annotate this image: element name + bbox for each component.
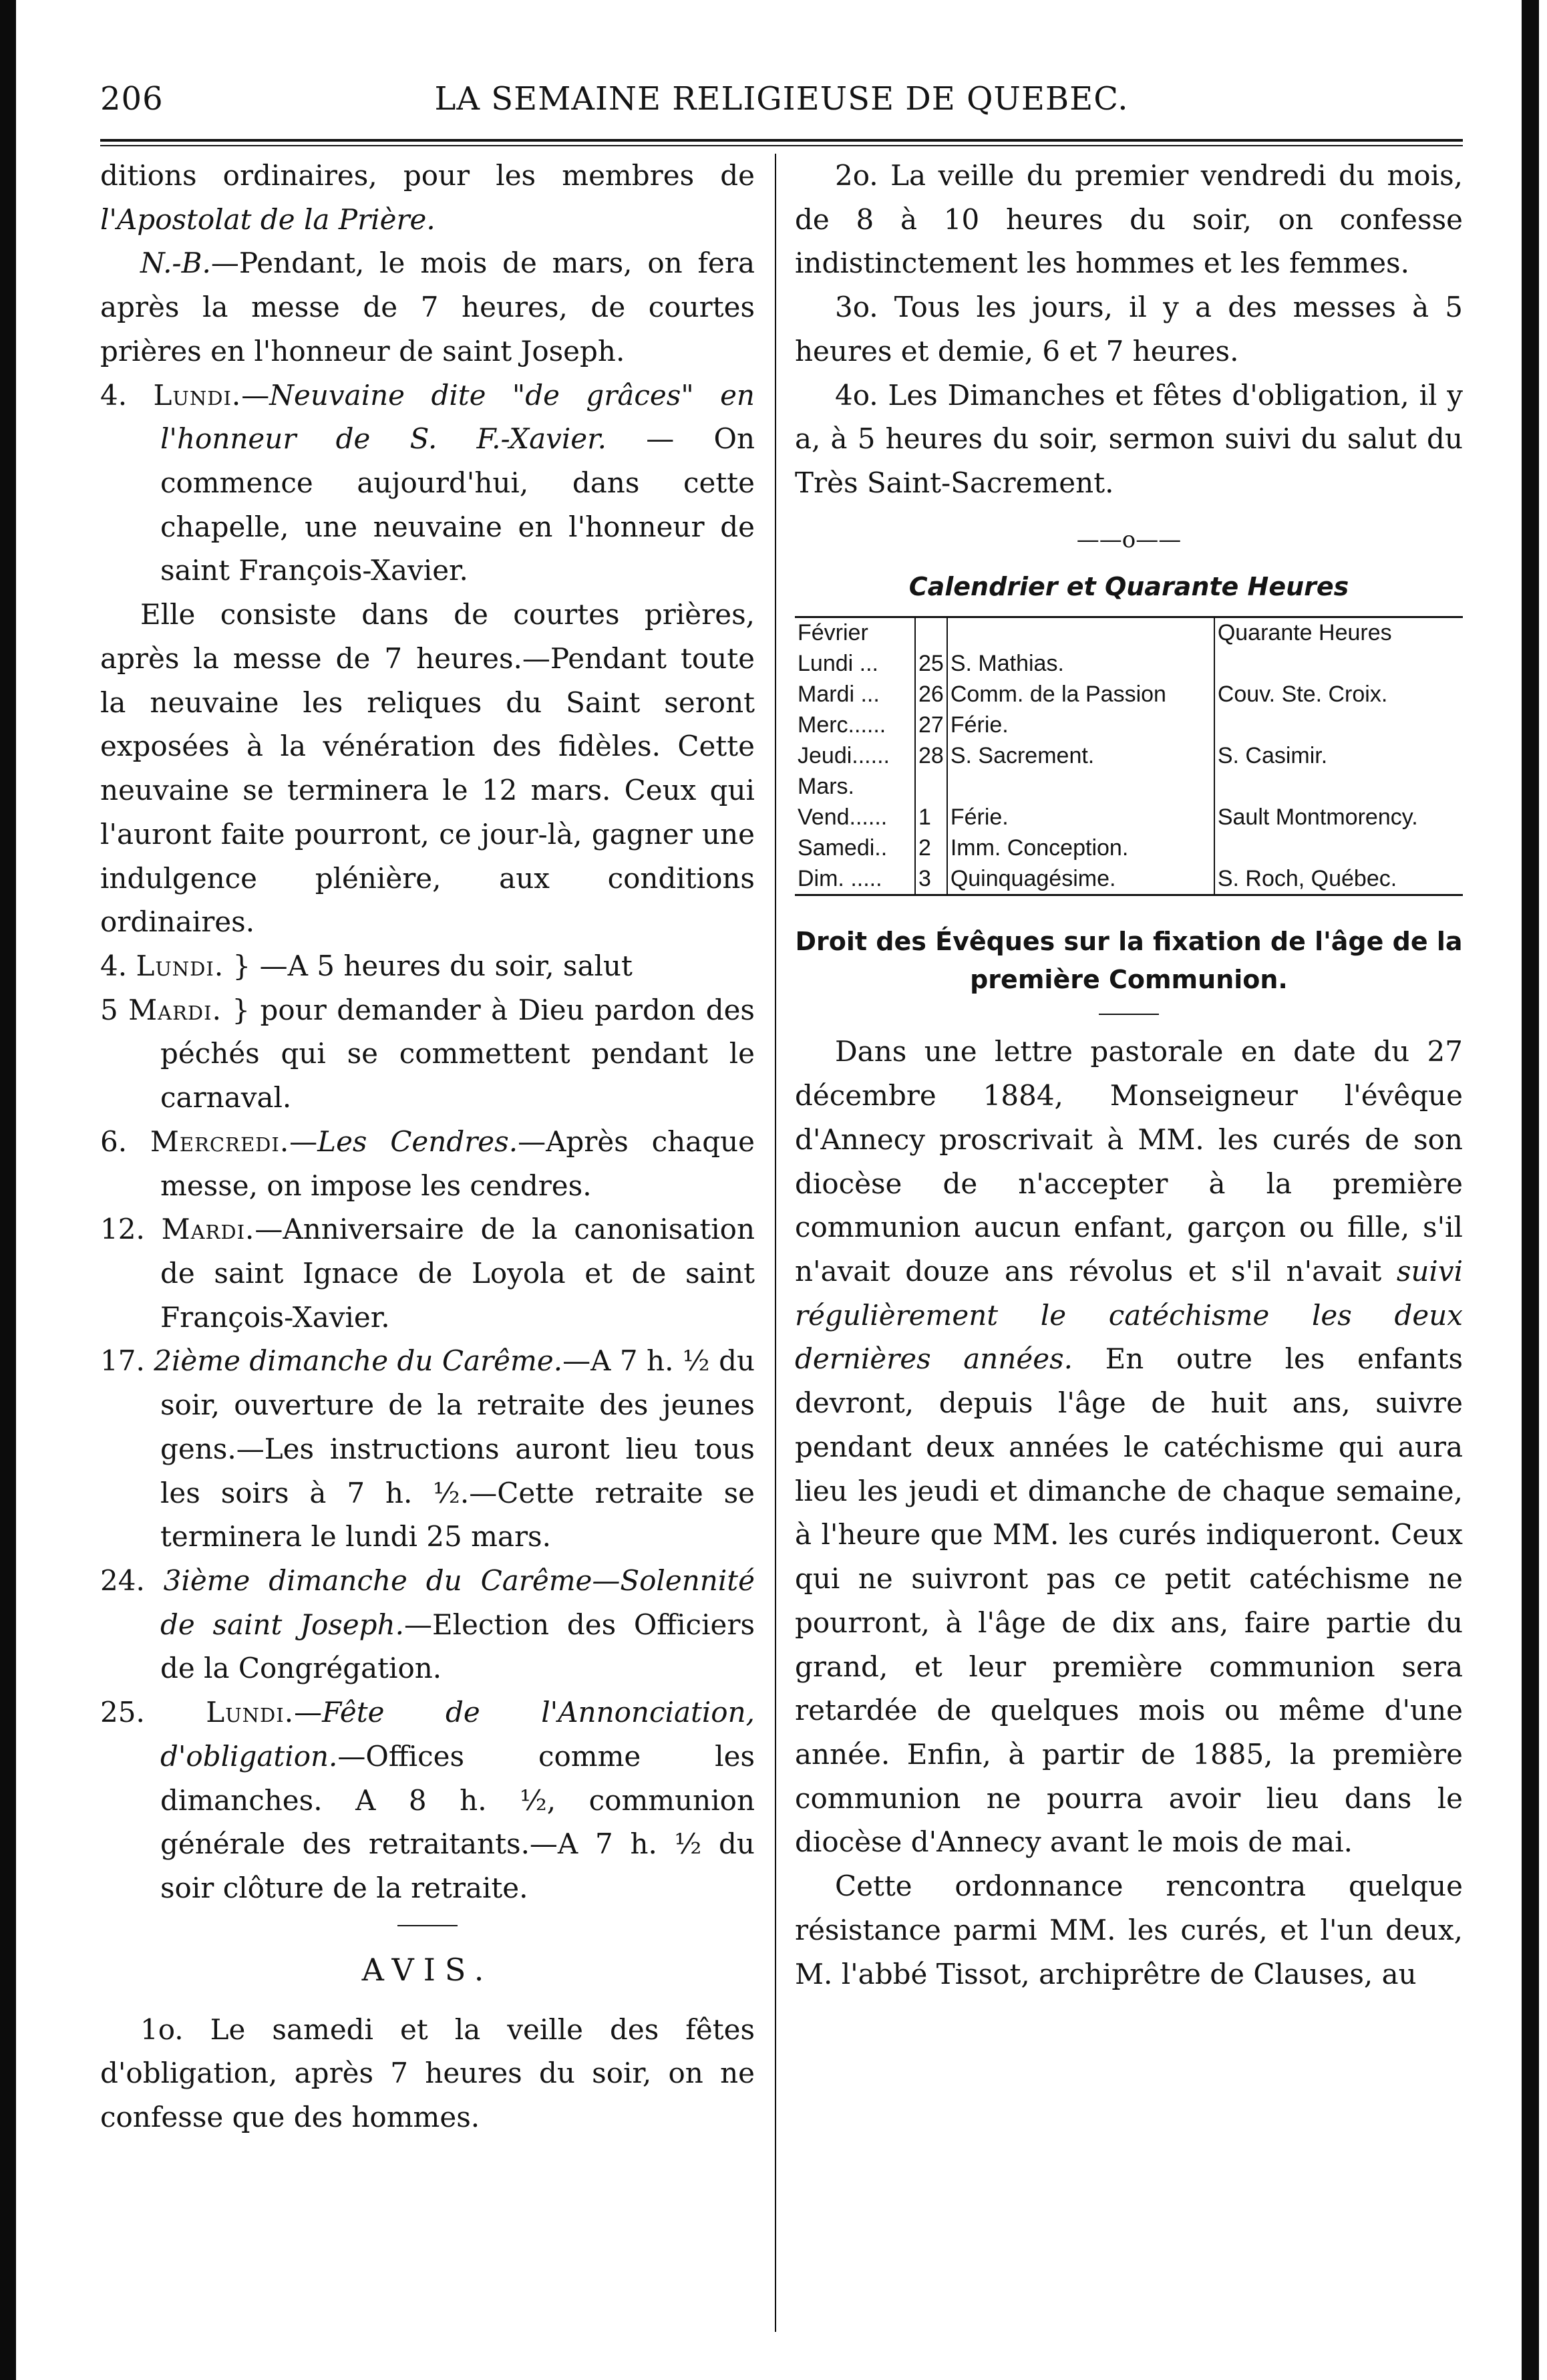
calendar-feast: Férie. bbox=[947, 802, 1214, 833]
calendar-row bbox=[795, 741, 1463, 772]
calendar-row bbox=[795, 833, 1463, 864]
calendar-row bbox=[795, 710, 1463, 741]
droit-paragraph-2: Cette ordonnance rencontra quelque résistance parmi MM. les curés, et l'un deux, M. l'abbé Tissot, archiprêtre de Clauses, au bbox=[795, 1870, 1463, 1990]
text-run: — bbox=[289, 1125, 318, 1158]
text-run: — bbox=[294, 1696, 323, 1729]
italic-run: 2ième dimanche du Carême. bbox=[154, 1344, 563, 1378]
calendar-table bbox=[795, 616, 1463, 896]
column-divider bbox=[775, 154, 776, 2332]
calendar-month-mars: Mars. bbox=[798, 773, 854, 799]
avis-item-4: 4o. Les Dimanches et fêtes d'obligation, il y a, à 5 heures du soir, sermon suivi du salut du Très Saint-Sacrement. bbox=[795, 378, 1463, 500]
day-label: Mercredi. bbox=[150, 1125, 290, 1158]
calendar-qh bbox=[1214, 833, 1463, 864]
day-label: Lundi. bbox=[136, 949, 224, 982]
entry-4-neuvaine-details: Elle consiste dans de courtes prières, après la messe de 7 heures.—Pendant toute la neuvaine les reliques du Saint seront exposées à la vénération des fidèles. Cette neuvaine se terminera le 12 mars. Ceux qui l'auront faite pourront, ce jour-là, gagner une indulgence plénière, aux conditions ordinaires. bbox=[100, 598, 755, 939]
calendar-feast: Comm. de la Passion bbox=[947, 680, 1214, 710]
section-divider bbox=[397, 1925, 458, 1926]
calendar-feast: Imm. Conception. bbox=[947, 833, 1214, 864]
text-run: } —A 5 heures du soir, salut bbox=[224, 949, 633, 982]
text-run: —Après chaque messe, on impose les cendres. bbox=[160, 1125, 755, 1202]
paragraph-nb bbox=[100, 241, 755, 373]
italic-run: 3ième dimanche du Carême—Solennité de saint Joseph. bbox=[160, 1564, 755, 1641]
page-edge-right bbox=[1522, 0, 1539, 2380]
calendar-feast: S. Mathias. bbox=[947, 649, 1214, 680]
calendar-qh: Couv. Ste. Croix. bbox=[1214, 680, 1463, 710]
calendar-qh: Sault Montmorency. bbox=[1214, 802, 1463, 833]
calendar-heading: Calendrier et Quarante Heures bbox=[908, 571, 1349, 601]
calendar-day: Jeudi...... bbox=[798, 742, 890, 768]
italic-run: N.-B. bbox=[140, 247, 211, 280]
calendar-day: Samedi.. bbox=[798, 835, 888, 861]
calendar-feast: Quinquagésime. bbox=[947, 864, 1214, 895]
calendar-date: 27 bbox=[915, 710, 947, 741]
calendar-day: Mardi ... bbox=[798, 682, 880, 708]
header-rule bbox=[100, 139, 1463, 146]
calendar-qh bbox=[1214, 649, 1463, 680]
two-column-body bbox=[100, 154, 1463, 2332]
entry-12-anniversaire bbox=[100, 1207, 755, 1339]
entry-25-annonciation bbox=[100, 1690, 755, 1910]
text-run: —A 7 h. ½ du soir, ouverture de la retraite des jeunes gens.—Les instructions auront lieu tous les soirs à 7 h. ½.—Cette retraite se terminera le lundi 25 mars. bbox=[160, 1344, 755, 1553]
text-run: —Election des Officiers de la Congrégation. bbox=[160, 1608, 755, 1685]
calendar-date: 26 bbox=[915, 680, 947, 710]
day-label: Lundi. bbox=[206, 1696, 295, 1729]
entry-5-mardi bbox=[100, 988, 755, 1120]
calendar-date: 28 bbox=[915, 741, 947, 772]
avis-item-1: 1o. Le samedi et la veille des fêtes d'obligation, après 7 heures du soir, on ne confesse que des hommes. bbox=[100, 2013, 755, 2134]
calendar-row bbox=[795, 680, 1463, 710]
entry-6-cendres bbox=[100, 1120, 755, 1207]
text-run: 25. bbox=[100, 1696, 206, 1729]
calendar-day: Merc...... bbox=[798, 712, 886, 738]
text-run: —Offices comme les dimanches. A 8 h. ½, communion générale des retraitants.—A 7 h. ½ du soir clôture de la retraite. bbox=[160, 1739, 755, 1905]
calendar-day: Vend...... bbox=[798, 804, 888, 830]
left-column bbox=[100, 154, 755, 2332]
calendar-day: Dim. ..... bbox=[795, 864, 915, 895]
italic-run: Neuvaine dite "de grâces" en l'honneur de S. F.-Xavier. bbox=[160, 378, 755, 456]
calendar-feast: Férie. bbox=[947, 710, 1214, 741]
page-number: 206 bbox=[100, 80, 164, 118]
italic-run: l'Apostolat de la Prière. bbox=[100, 202, 436, 236]
droit-text-cont: En outre les enfants devront, depuis l'âge de huit ans, suivre pendant deux années le catéchisme qui aura lieu les jeudi et dimanche de chaque semaine, à l'heure que MM. les curés indiqueront. Ceux qui ne suivront pas ce petit catéchisme ne pourront, à l'âge de dix ans, faire partie du grand, et leur première communion sera retardée de quelques mois ou même d'une année. Enfin, à partir de 1885, la première communion ne pourra avoir lieu dans le diocèse d'Annecy avant le mois de mai. bbox=[795, 1342, 1463, 1859]
calendar-date: 3 bbox=[915, 864, 947, 895]
running-head bbox=[100, 80, 1463, 134]
text-run: — On commence aujourd'hui, dans cette chapelle, une neuvaine en l'honneur de saint François-Xavier. bbox=[160, 422, 755, 587]
entry-4-neuvaine bbox=[100, 374, 755, 593]
italic-run: Fête de l'Annonciation, d'obligation. bbox=[160, 1696, 755, 1773]
page bbox=[100, 80, 1463, 2339]
day-label: Lundi. bbox=[153, 378, 242, 412]
droit-heading: Droit des Évêques sur la fixation de l'âge de la première Communion. bbox=[795, 927, 1463, 995]
calendar-row bbox=[795, 802, 1463, 833]
avis-item-3: 3o. Tous les jours, il y a des messes à 5 heures et demie, 6 et 7 heures. bbox=[795, 291, 1463, 367]
calendar-date: 1 bbox=[915, 802, 947, 833]
calendar-day: Lundi ... bbox=[798, 651, 878, 677]
day-label: Mardi. bbox=[128, 993, 222, 1026]
text-run: 12. bbox=[100, 1213, 162, 1246]
entry-24-saint-joseph bbox=[100, 1559, 755, 1690]
calendar-row bbox=[795, 864, 1463, 895]
text-run: —Pendant, le mois de mars, on fera après la messe de 7 heures, de courtes prières en l'honneur de saint Joseph. bbox=[100, 247, 755, 367]
entry-4-salut bbox=[100, 944, 755, 988]
text-run: —Anniversaire de la canonisation de saint Ignace de Loyola et de saint François-Xavier. bbox=[160, 1213, 755, 1334]
avis-item-2: 2o. La veille du premier vendredi du mois, de 8 à 10 heures du soir, on confesse indistinctement les hommes et les femmes. bbox=[795, 159, 1463, 280]
text-run: 4. bbox=[100, 378, 154, 412]
text-run: 4. bbox=[100, 949, 136, 982]
section-divider bbox=[1099, 1014, 1159, 1015]
right-column bbox=[795, 154, 1463, 2332]
calendar-row bbox=[795, 649, 1463, 680]
ornament-separator: ——o—— bbox=[1076, 526, 1182, 553]
calendar-qh bbox=[1214, 710, 1463, 741]
droit-text-italic: suivi régulièrement le catéchisme les deux dernières années. bbox=[795, 1255, 1464, 1376]
calendar-month-row bbox=[795, 617, 1463, 649]
droit-paragraph-1 bbox=[795, 1030, 1463, 1864]
page-edge-left bbox=[0, 0, 16, 2380]
calendar-qh: S. Roch, Québec. bbox=[1214, 864, 1463, 895]
entry-17-retraite bbox=[100, 1339, 755, 1559]
calendar-month-row bbox=[795, 772, 1463, 802]
running-title: LA SEMAINE RELIGIEUSE DE QUEBEC. bbox=[434, 80, 1129, 118]
droit-text: Dans une lettre pastorale en date du 27 décembre 1884, Monseigneur l'évêque d'Annecy proscrivait à MM. les curés de son diocèse de n'accepter à la première communion aucun enfant, garçon ou fille, s'il n'avait douze ans révolus et s'il n'avait bbox=[795, 1035, 1463, 1288]
text-run: 24. bbox=[100, 1564, 164, 1597]
paragraph-apostolat bbox=[100, 154, 755, 241]
avis-heading: AVIS. bbox=[361, 1951, 494, 1988]
italic-run: Les Cendres. bbox=[317, 1125, 518, 1158]
text-run: 17. bbox=[100, 1344, 154, 1378]
day-label: Mardi. bbox=[161, 1213, 255, 1246]
text-run: } pour demander à Dieu pardon des péchés qui se commettent pendant le carnaval. bbox=[160, 993, 755, 1114]
calendar-qh: S. Casimir. bbox=[1214, 741, 1463, 772]
text-run: — bbox=[241, 378, 270, 412]
calendar-date: 25 bbox=[915, 649, 947, 680]
calendar-month-fevrier: Février bbox=[795, 617, 915, 649]
calendar-feast: S. Sacrement. bbox=[947, 741, 1214, 772]
text-run: ditions ordinaires, pour les membres de bbox=[100, 159, 755, 192]
calendar-date: 2 bbox=[915, 833, 947, 864]
text-run: 6. bbox=[100, 1125, 150, 1158]
text-run: 5 bbox=[100, 993, 129, 1026]
calendar-header-quarante-heures: Quarante Heures bbox=[1214, 617, 1463, 649]
